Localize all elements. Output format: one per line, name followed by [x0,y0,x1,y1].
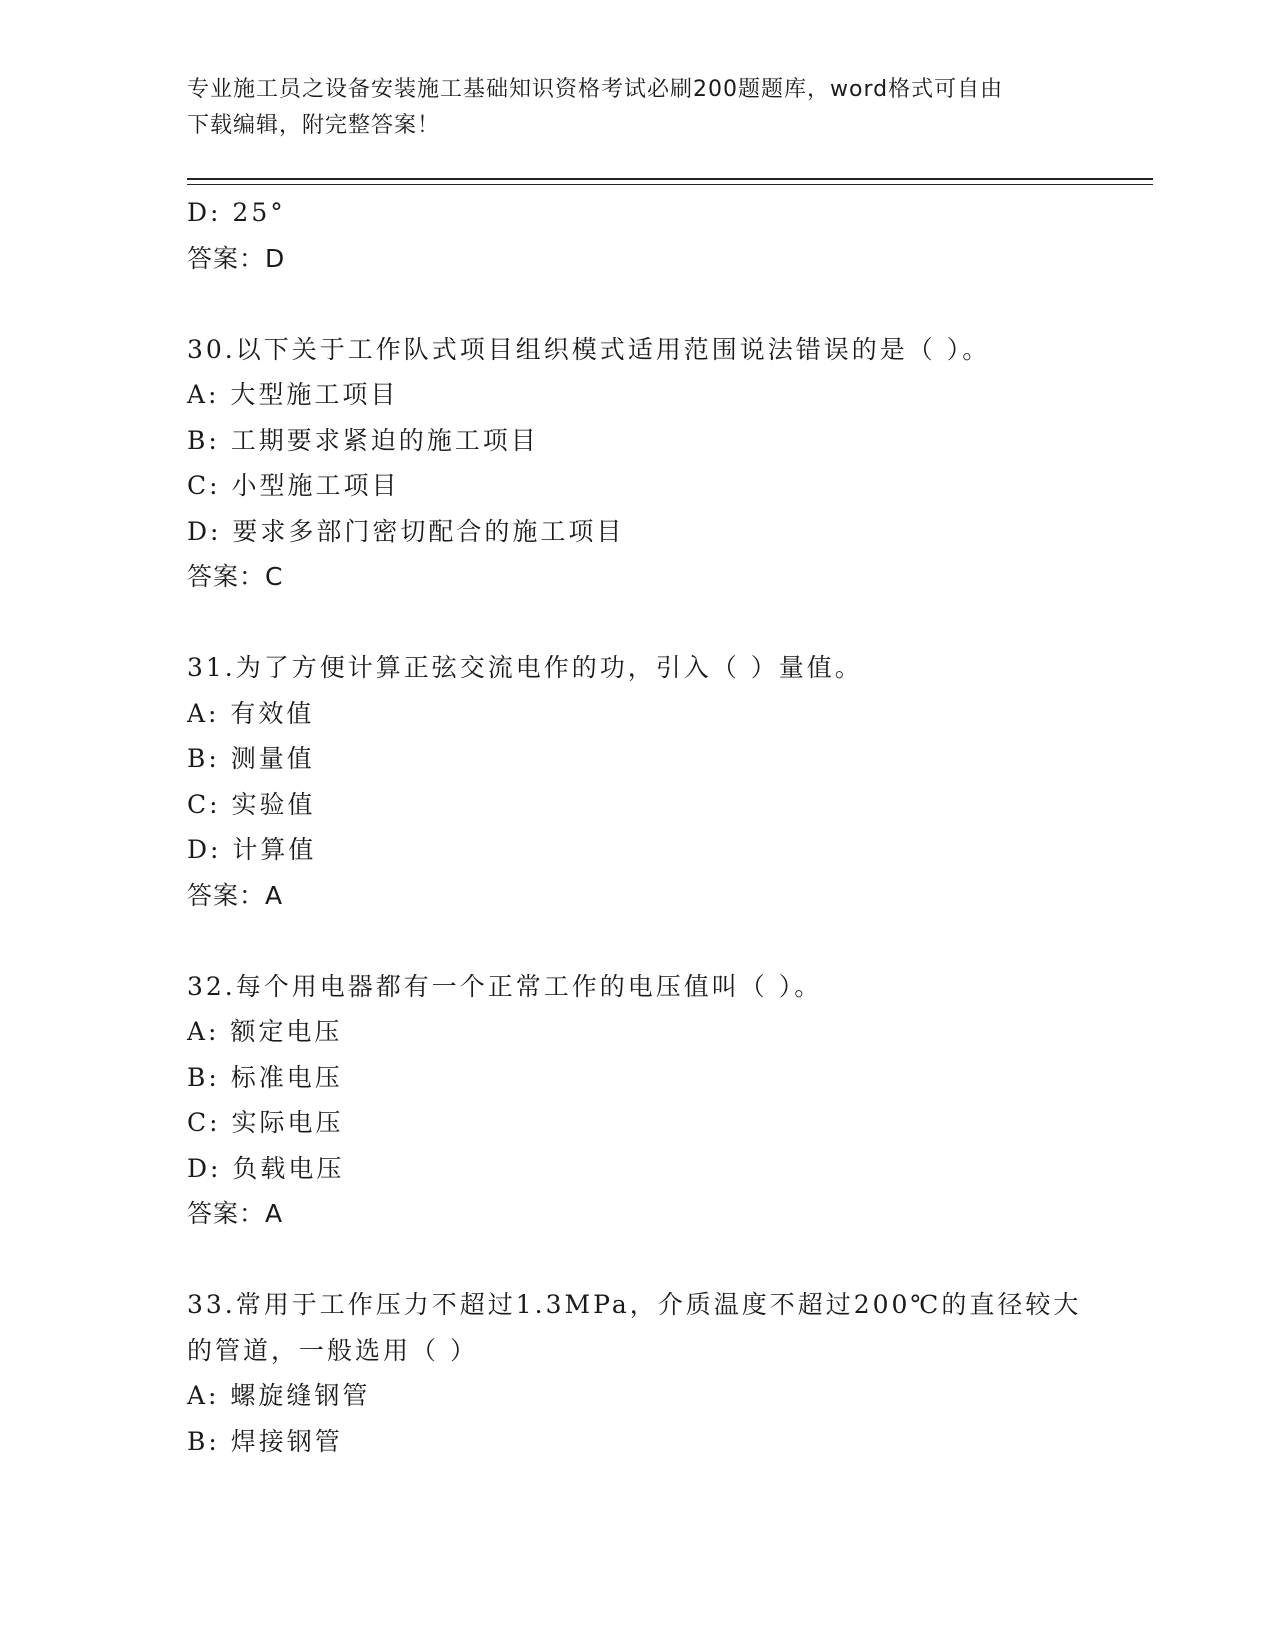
header-line-1: 专业施工员之设备安装施工基础知识资格考试必刷200题题库，word格式可自由 [187,77,1004,102]
document-body [187,190,1147,1464]
question-stem: 32.每个用电器都有一个正常工作的电压值叫（ ）。 [187,971,823,1001]
option-a: A: 螺旋缝钢管 [187,1381,371,1410]
header-rule-thin [187,184,1153,185]
question-33 [187,1282,1147,1464]
document-header [187,72,1087,144]
option-a: A: 额定电压 [187,1017,343,1046]
header-rule-thick [187,178,1153,180]
question-stem-line-1: 33.常用于工作压力不超过1.3MPa，介质温度不超过200℃的直径较大 [187,1290,1082,1319]
prev-answer: 答案：D [187,243,286,273]
question-stem-line-2: 的管道，一般选用（ ） [187,1335,478,1365]
spacer [187,918,1147,964]
header-line-2: 下载编辑，附完整答案！ [187,113,441,138]
question-31 [187,645,1147,918]
answer: 答案：A [187,1199,284,1228]
option-b: B: 测量值 [187,744,315,773]
option-a: A: 大型施工项目 [187,380,399,409]
option-c: C: 实验值 [187,789,316,819]
spacer [187,600,1147,646]
spacer [187,1237,1147,1283]
question-30 [187,327,1147,600]
option-d: D: 要求多部门密切配合的施工项目 [187,516,625,546]
option-b: B: 焊接钢管 [187,1426,343,1456]
option-b: B: 工期要求紧迫的施工项目 [187,425,539,455]
option-c: C: 小型施工项目 [187,471,400,500]
option-b: B: 标准电压 [187,1062,343,1092]
question-stem: 31.为了方便计算正弦交流电作的功，引入（ ）量值。 [187,653,863,682]
option-d: D: 计算值 [187,835,317,864]
question-stem: 30.以下关于工作队式项目组织模式适用范围说法错误的是（ ）。 [187,334,991,364]
question-32 [187,964,1147,1237]
option-d: D: 负载电压 [187,1153,345,1183]
option-a: A: 有效值 [187,698,315,728]
answer: 答案：A [187,880,284,910]
prev-option-d: D: 25° [187,198,286,227]
spacer [187,281,1147,327]
answer: 答案：C [187,562,284,591]
option-c: C: 实际电压 [187,1108,344,1137]
